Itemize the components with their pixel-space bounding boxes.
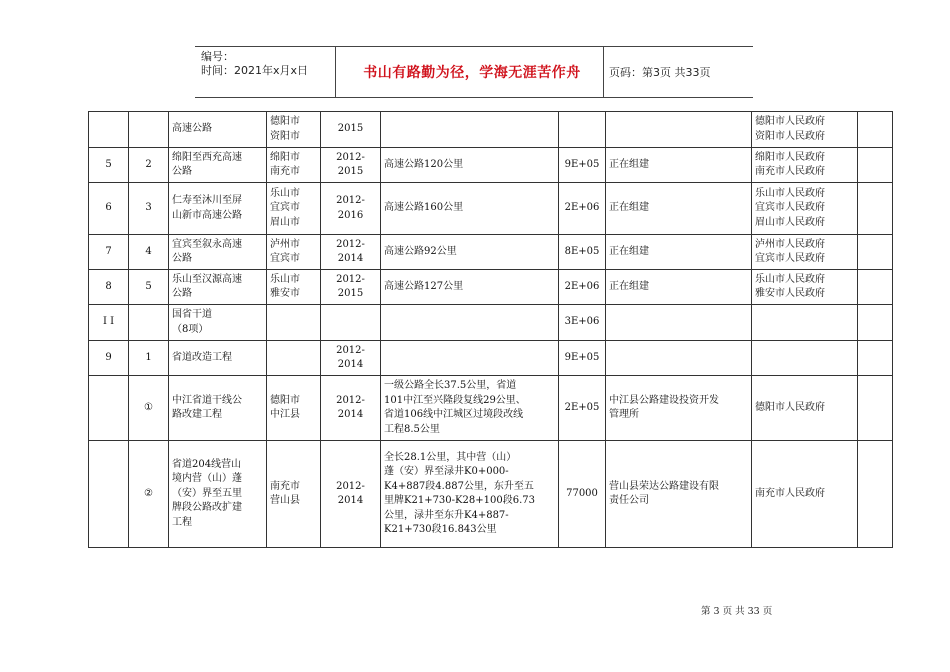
period-cell: 2015 <box>321 112 381 148</box>
investment-cell: 8E+05 <box>559 235 606 270</box>
remarks-cell <box>858 441 893 548</box>
page-footer: 第 3 页 共 33 页 <box>701 606 773 617</box>
construction-content-cell: 高速公路92公里 <box>381 235 559 270</box>
row-number-cell: 8 <box>89 270 129 305</box>
remarks-cell <box>858 376 893 441</box>
investment-cell: 9E+05 <box>559 341 606 376</box>
implementing-unit-cell <box>606 341 752 376</box>
implementing-unit-cell: 正在组建 <box>606 270 752 305</box>
project-name-cell: 乐山至汉源高速 公路 <box>169 270 267 305</box>
responsible-agency-cell: 乐山市人民政府 宜宾市人民政府 眉山市人民政府 <box>752 183 858 235</box>
header-divider <box>335 46 336 97</box>
investment-cell <box>559 112 606 148</box>
row-number-cell <box>89 441 129 548</box>
sub-number-cell <box>129 112 169 148</box>
table-row <box>89 305 893 341</box>
responsible-agency-cell: 南充市人民政府 <box>752 441 858 548</box>
table-row <box>89 148 893 183</box>
sub-number-cell: 4 <box>129 235 169 270</box>
implementing-unit-cell: 正在组建 <box>606 148 752 183</box>
period-cell: 2012- 2015 <box>321 270 381 305</box>
sub-number-cell: 1 <box>129 341 169 376</box>
table-row <box>89 235 893 270</box>
location-cell: 乐山市 雅安市 <box>267 270 321 305</box>
row-number-cell <box>89 112 129 148</box>
location-cell: 乐山市 宜宾市 眉山市 <box>267 183 321 235</box>
row-number-cell <box>89 376 129 441</box>
responsible-agency-cell: 绵阳市人民政府 南充市人民政府 <box>752 148 858 183</box>
responsible-agency-cell: 泸州市人民政府 宜宾市人民政府 <box>752 235 858 270</box>
remarks-cell <box>858 183 893 235</box>
location-cell: 德阳市 资阳市 <box>267 112 321 148</box>
period-cell: 2012- 2014 <box>321 441 381 548</box>
location-cell: 绵阳市 南充市 <box>267 148 321 183</box>
location-cell: 南充市 营山县 <box>267 441 321 548</box>
investment-cell: 3E+06 <box>559 305 606 341</box>
responsible-agency-cell: 乐山市人民政府 雅安市人民政府 <box>752 270 858 305</box>
responsible-agency-cell: 德阳市人民政府 <box>752 376 858 441</box>
remarks-cell <box>858 235 893 270</box>
construction-content-cell: 高速公路127公里 <box>381 270 559 305</box>
remarks-cell <box>858 148 893 183</box>
project-name-cell: 高速公路 <box>169 112 267 148</box>
implementing-unit-cell <box>606 305 752 341</box>
remarks-cell <box>858 341 893 376</box>
period-cell: 2012- 2015 <box>321 148 381 183</box>
table-row <box>89 341 893 376</box>
row-number-cell: 6 <box>89 183 129 235</box>
period-cell: 2012- 2014 <box>321 235 381 270</box>
location-cell: 泸州市 宜宾市 <box>267 235 321 270</box>
investment-cell: 2E+06 <box>559 183 606 235</box>
table-row <box>89 441 893 548</box>
construction-content-cell <box>381 341 559 376</box>
location-cell <box>267 341 321 376</box>
period-cell: 2012- 2014 <box>321 341 381 376</box>
project-name-cell: 中江省道干线公 路改建工程 <box>169 376 267 441</box>
number-label: 编号： <box>201 50 234 63</box>
remarks-cell <box>858 112 893 148</box>
location-cell <box>267 305 321 341</box>
period-cell: 2012- 2014 <box>321 376 381 441</box>
sub-number-cell: ① <box>129 376 169 441</box>
header-divider <box>603 46 604 97</box>
project-name-cell: 省道204线营山 境内营（山）蓬 （安）界至五里 牌段公路改扩建 工程 <box>169 441 267 548</box>
time-label: 时间：2021年x月x日 <box>201 64 309 77</box>
period-cell <box>321 305 381 341</box>
implementing-unit-cell: 营山县荣达公路建设有限 责任公司 <box>606 441 752 548</box>
construction-content-cell: 高速公路120公里 <box>381 148 559 183</box>
project-name-cell: 国省干道 （8项） <box>169 305 267 341</box>
table-row <box>89 270 893 305</box>
row-number-cell: 5 <box>89 148 129 183</box>
project-table <box>88 111 893 548</box>
header-bottom-rule <box>195 97 753 98</box>
implementing-unit-cell: 中江县公路建设投资开发 管理所 <box>606 376 752 441</box>
implementing-unit-cell: 正在组建 <box>606 183 752 235</box>
remarks-cell <box>858 305 893 341</box>
page-indicator: 页码：第3页 共33页 <box>609 65 711 79</box>
implementing-unit-cell <box>606 112 752 148</box>
project-name-cell: 省道改造工程 <box>169 341 267 376</box>
project-name-cell: 仁寿至沐川至屏 山新市高速公路 <box>169 183 267 235</box>
header-meta <box>201 50 308 78</box>
table-row <box>89 112 893 148</box>
sub-number-cell: 5 <box>129 270 169 305</box>
sub-number-cell <box>129 305 169 341</box>
implementing-unit-cell: 正在组建 <box>606 235 752 270</box>
project-name-cell: 绵阳至西充高速 公路 <box>169 148 267 183</box>
row-number-cell: I I <box>89 305 129 341</box>
investment-cell: 2E+06 <box>559 270 606 305</box>
investment-cell: 9E+05 <box>559 148 606 183</box>
investment-cell: 77000 <box>559 441 606 548</box>
row-number-cell: 7 <box>89 235 129 270</box>
responsible-agency-cell: 德阳市人民政府 资阳市人民政府 <box>752 112 858 148</box>
remarks-cell <box>858 270 893 305</box>
construction-content-cell: 高速公路160公里 <box>381 183 559 235</box>
sub-number-cell: 3 <box>129 183 169 235</box>
sub-number-cell: 2 <box>129 148 169 183</box>
construction-content-cell: 一级公路全长37.5公里，省道 101中江至兴隆段复线29公里、 省道106线中江城区过境段改线 工程8.5公里 <box>381 376 559 441</box>
investment-cell: 2E+05 <box>559 376 606 441</box>
row-number-cell: 9 <box>89 341 129 376</box>
construction-content-cell <box>381 112 559 148</box>
motto: 书山有路勤为径，学海无涯苦作舟 <box>363 64 581 81</box>
project-name-cell: 宜宾至叙永高速 公路 <box>169 235 267 270</box>
sub-number-cell: ② <box>129 441 169 548</box>
period-cell: 2012- 2016 <box>321 183 381 235</box>
responsible-agency-cell <box>752 341 858 376</box>
table-row <box>89 376 893 441</box>
location-cell: 德阳市 中江县 <box>267 376 321 441</box>
construction-content-cell <box>381 305 559 341</box>
table-row <box>89 183 893 235</box>
construction-content-cell: 全长28.1公里，其中营（山） 蓬（安）界至渌井K0+000- K4+887段4.887公里，东升至五 里牌K21+730-K28+100段6.73 公里，渌井至东升K4+887- K21+730段16.843公里 <box>381 441 559 548</box>
responsible-agency-cell <box>752 305 858 341</box>
